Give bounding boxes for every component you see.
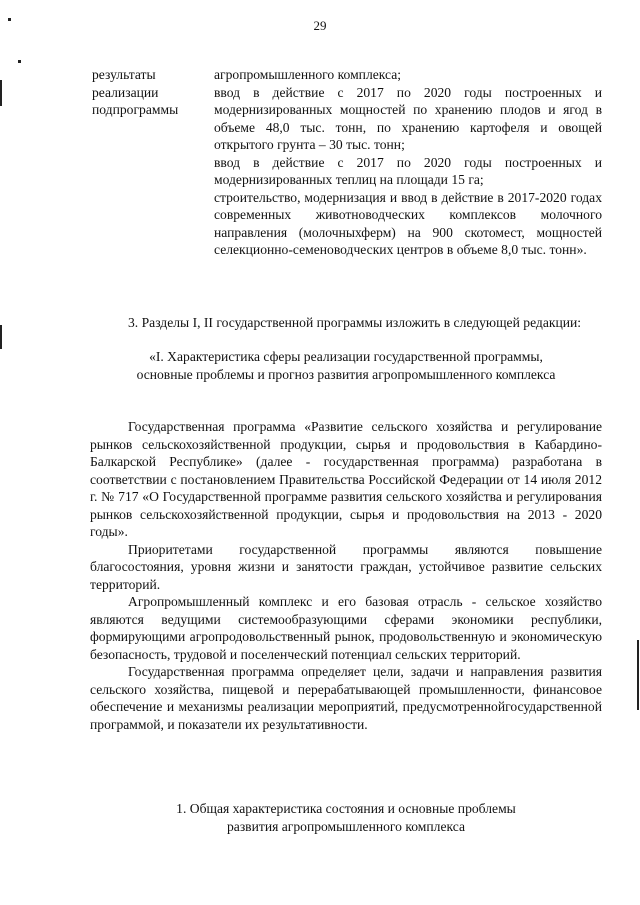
- label-line: результаты: [92, 67, 156, 82]
- paragraph: Государственная программа определяет цели, задачи и направления развития сельского хозяйства, пищевой и перерабатывающей промышленности, финансовое обеспечение и механизмы реализации мероприятий, предусмотреннойгосударственной программой, и показатели их результативности.: [90, 664, 602, 732]
- results-table: [92, 66, 602, 259]
- scan-mark: [0, 80, 2, 106]
- heading-1-text: «I. Характеристика сферы реализации государственной программы, основные проблемы и прогноз развития агропромышленного комплекса: [136, 349, 556, 382]
- paragraph: Приоритетами государственной программы являются повышение благосостояния, уровня жизни и занятости граждан, устойчивое развитие сельских территорий.: [90, 541, 602, 592]
- section-3-text: [90, 314, 602, 332]
- result-item: ввод в действие с 2017 по 2020 годы построенных и модернизированных мощностей по хранению плодов и ягод в объеме 48,0 тыс. тонн, по хранению картофеля и овощей открытого грунта – 30 тыс. тонн;: [214, 84, 602, 152]
- scan-mark: [18, 60, 21, 63]
- label-line: подпрограммы: [92, 102, 179, 117]
- row-values: [214, 66, 602, 259]
- scan-mark: [8, 18, 11, 21]
- row-label: [92, 66, 214, 259]
- body-paragraphs: [90, 418, 602, 733]
- heading-2-text: 1. Общая характеристика состояния и основные проблемы развития агропромышленного комплекса: [176, 801, 516, 834]
- heading-1: [90, 348, 602, 383]
- label-line: реализации: [92, 84, 159, 100]
- result-item: ввод в действие с 2017 по 2020 годы построенных и модернизированных теплиц на площади 15 га;: [214, 154, 602, 187]
- scan-mark: [0, 325, 2, 349]
- result-item: строительство, модернизация и ввод в действие в 2017-2020 годах современных животноводческих комплексов молочного направления (молочныхферм) на 900 скотомест, мощностей селекционно-семеноводческих центров в объеме 8,0 тыс. тонн».: [214, 189, 602, 257]
- results-row: [92, 66, 602, 259]
- page-number: 29: [313, 18, 327, 33]
- section-3-paragraph: 3. Разделы I, II государственной программы изложить в следующей редакции:: [128, 315, 582, 330]
- result-item: агропромышленного комплекса;: [214, 67, 402, 82]
- paragraph: Агропромышленный комплекс и его базовая отрасль - сельское хозяйство являются ведущими системообразующими сферами экономики республики, формирующими агропродовольственный рынок, продовольственную и экономическую безопасность, трудовой и поселенческий потенциал сельских территорий.: [90, 594, 602, 662]
- heading-2: [90, 800, 602, 835]
- scan-mark: [637, 640, 639, 710]
- paragraph: Государственная программа «Развитие сельского хозяйства и регулирование рынков сельскохозяйственной продукции, сырья и продовольствия в Кабардино-Балкарской Республике» (далее - государственная программа) разработана в соответствии с постановлением Правительства Российской Федерации от 14 июля 2012 г. № 717 «О Государственной программе развития сельского хозяйства и регулирования рынков сельскохозяйственной продукции, сырья и продовольствия на 2013 - 2020 годы».: [90, 419, 602, 539]
